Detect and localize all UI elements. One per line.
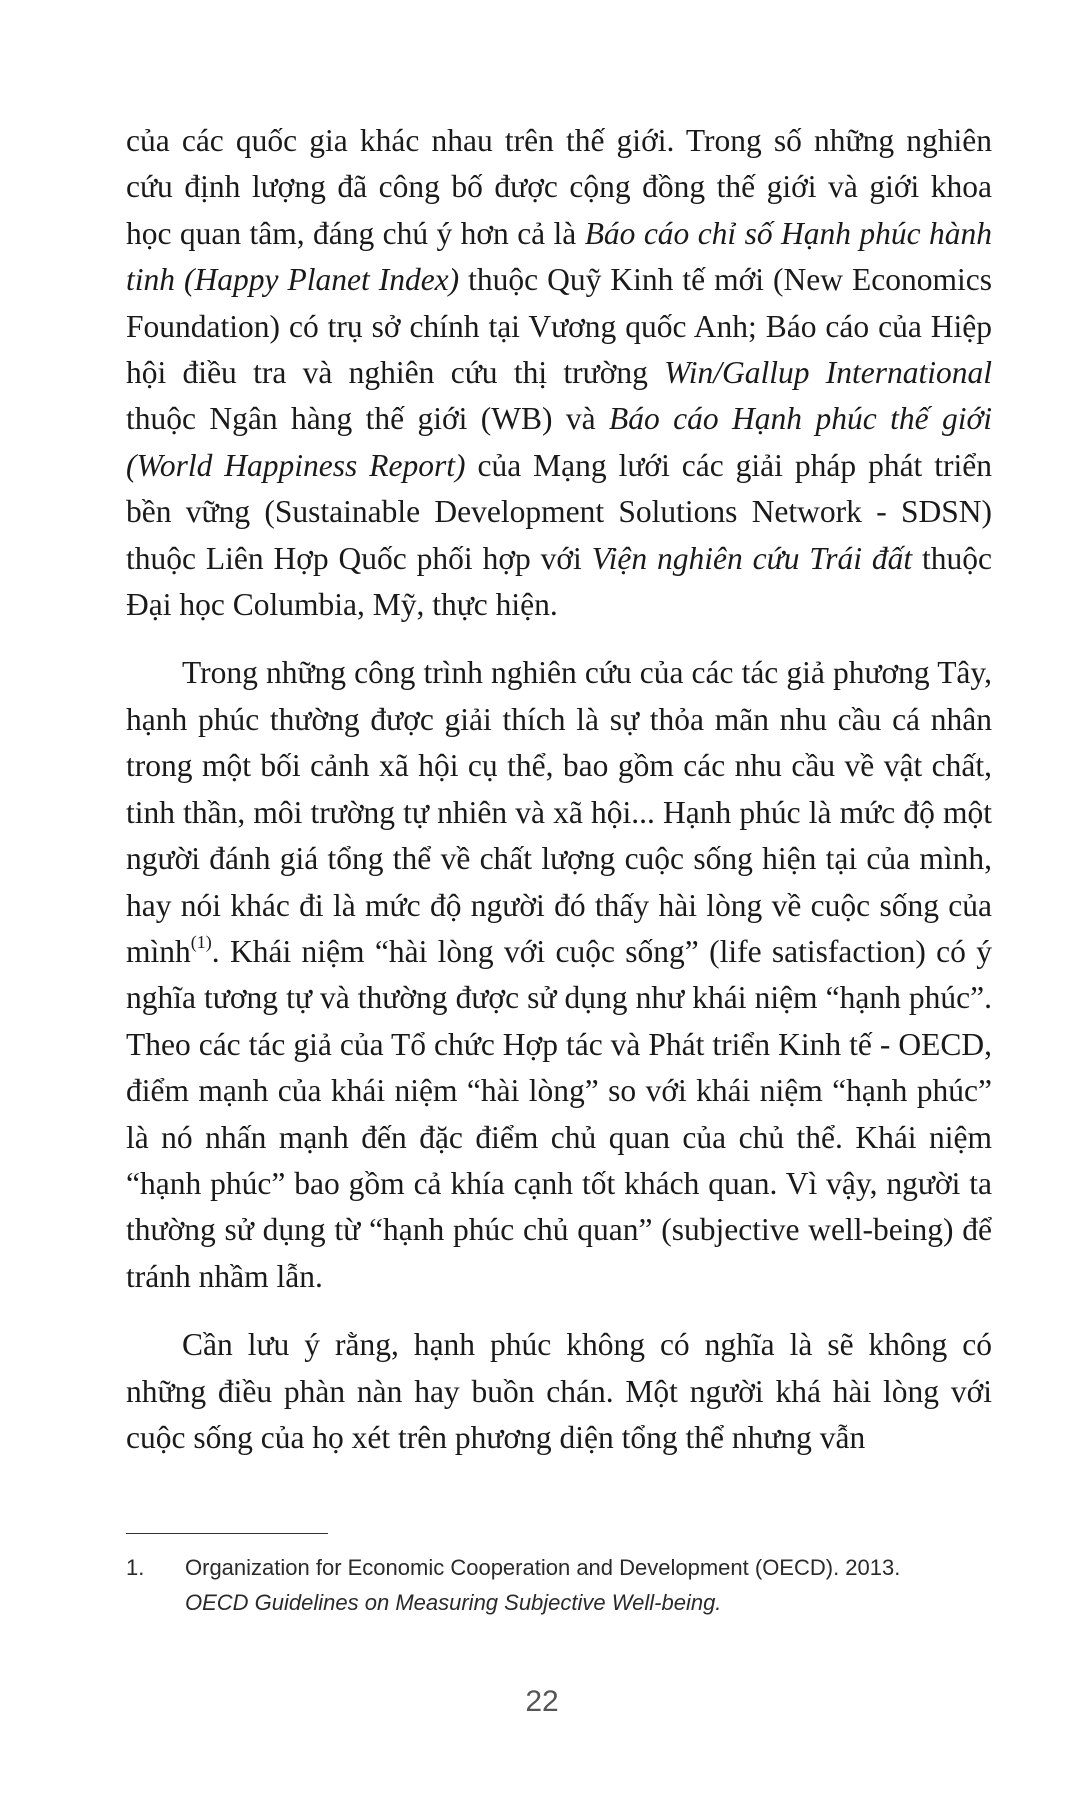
italic-title-win-gallup: Win/Gallup International xyxy=(664,355,992,391)
paragraph-1: của các quốc gia khác nhau trên thế giới. Trong số những nghiên cứu định lượng đã công bố được cộng đồng thế giới và giới khoa học quan tâm, đáng chú ý hơn cả là Báo cáo chỉ số Hạnh phúc hành tinh (Happy Planet Index) thuộc Quỹ Kinh tế mới (New Economics Foundation) có trụ sở chính tại Vương quốc Anh; Báo cáo của Hiệp hội điều tra và nghiên cứu thị trường Win/Gallup International thuộc Ngân hàng thế giới (WB) và Báo cáo Hạnh phúc thế giới (World Happiness Report) của Mạng lưới các giải pháp phát triển bền vững (Sustainable Development Solutions Network - SDSN) thuộc Liên Hợp Quốc phối hợp với Viện nghiên cứu Trái đất thuộc Đại học Columbia, Mỹ, thực hiện. xyxy=(126,123,993,623)
footnote-number: 1. xyxy=(126,1555,145,1580)
footnote-citation: Organization for Economic Cooperation and Development (OECD). 2013. xyxy=(185,1555,901,1580)
paragraph-2: Trong những công trình nghiên cứu của các tác giả phương Tây, hạnh phúc thường được giải thích là sự thỏa mãn nhu cầu cá nhân trong một bối cảnh xã hội cụ thể, bao gồm các nhu cầu về vật chất, tinh thần, môi trường tự nhiên và xã hội... Hạnh phúc là mức độ một người đánh giá tổng thể về chất lượng cuộc sống hiện tại của mình, hay nói khác đi là mức độ người đó thấy hài lòng về cuộc sống của mình$^{(1)}$. Khái niệm “hài lòng với cuộc sống” (life satisfaction) có ý nghĩa tương tự và thường được sử dụng như khái niệm “hạnh phúc”. Theo các tác giả của Tổ chức Hợp tác và Phát triển Kinh tế - OECD, điểm mạnh của khái niệm “hài lòng” so với khái niệm “hạnh phúc” là nó nhấn mạnh đến đặc điểm chủ quan của chủ thể. Khái niệm “hạnh phúc” bao gồm cả khía cạnh tốt khách quan. Vì vậy, người ta thường sử dụng từ “hạnh phúc chủ quan” (subjective well-being) để tránh nhầm lẫn. xyxy=(126,655,992,1294)
footnote xyxy=(126,1550,992,1620)
page-number: 22 xyxy=(525,1685,559,1718)
footnote-reference: (1) xyxy=(190,931,212,952)
italic-title-world-happiness-report: Báo cáo Hạnh phúc thế giới (World Happiness Report) xyxy=(126,401,993,483)
footnote-body xyxy=(185,1550,992,1620)
footnote-divider xyxy=(126,1533,328,1534)
italic-title-earth-institute: Viện nghiên cứu Trái đất xyxy=(591,540,913,576)
paragraph-3: Cần lưu ý rằng, hạnh phúc không có nghĩa là sẽ không có những điều phàn nàn hay buồn chán. Một người khá hài lòng với cuộc sống của họ xét trên phương diện tổng thể nhưng vẫn xyxy=(126,1327,992,1455)
italic-title-happy-planet-index: Báo cáo chỉ số Hạnh phúc hành tinh (Happy Planet Index) xyxy=(126,215,992,298)
footnote-title: OECD Guidelines on Measuring Subjective Well-being. xyxy=(185,1590,722,1615)
body-text xyxy=(126,118,992,1461)
